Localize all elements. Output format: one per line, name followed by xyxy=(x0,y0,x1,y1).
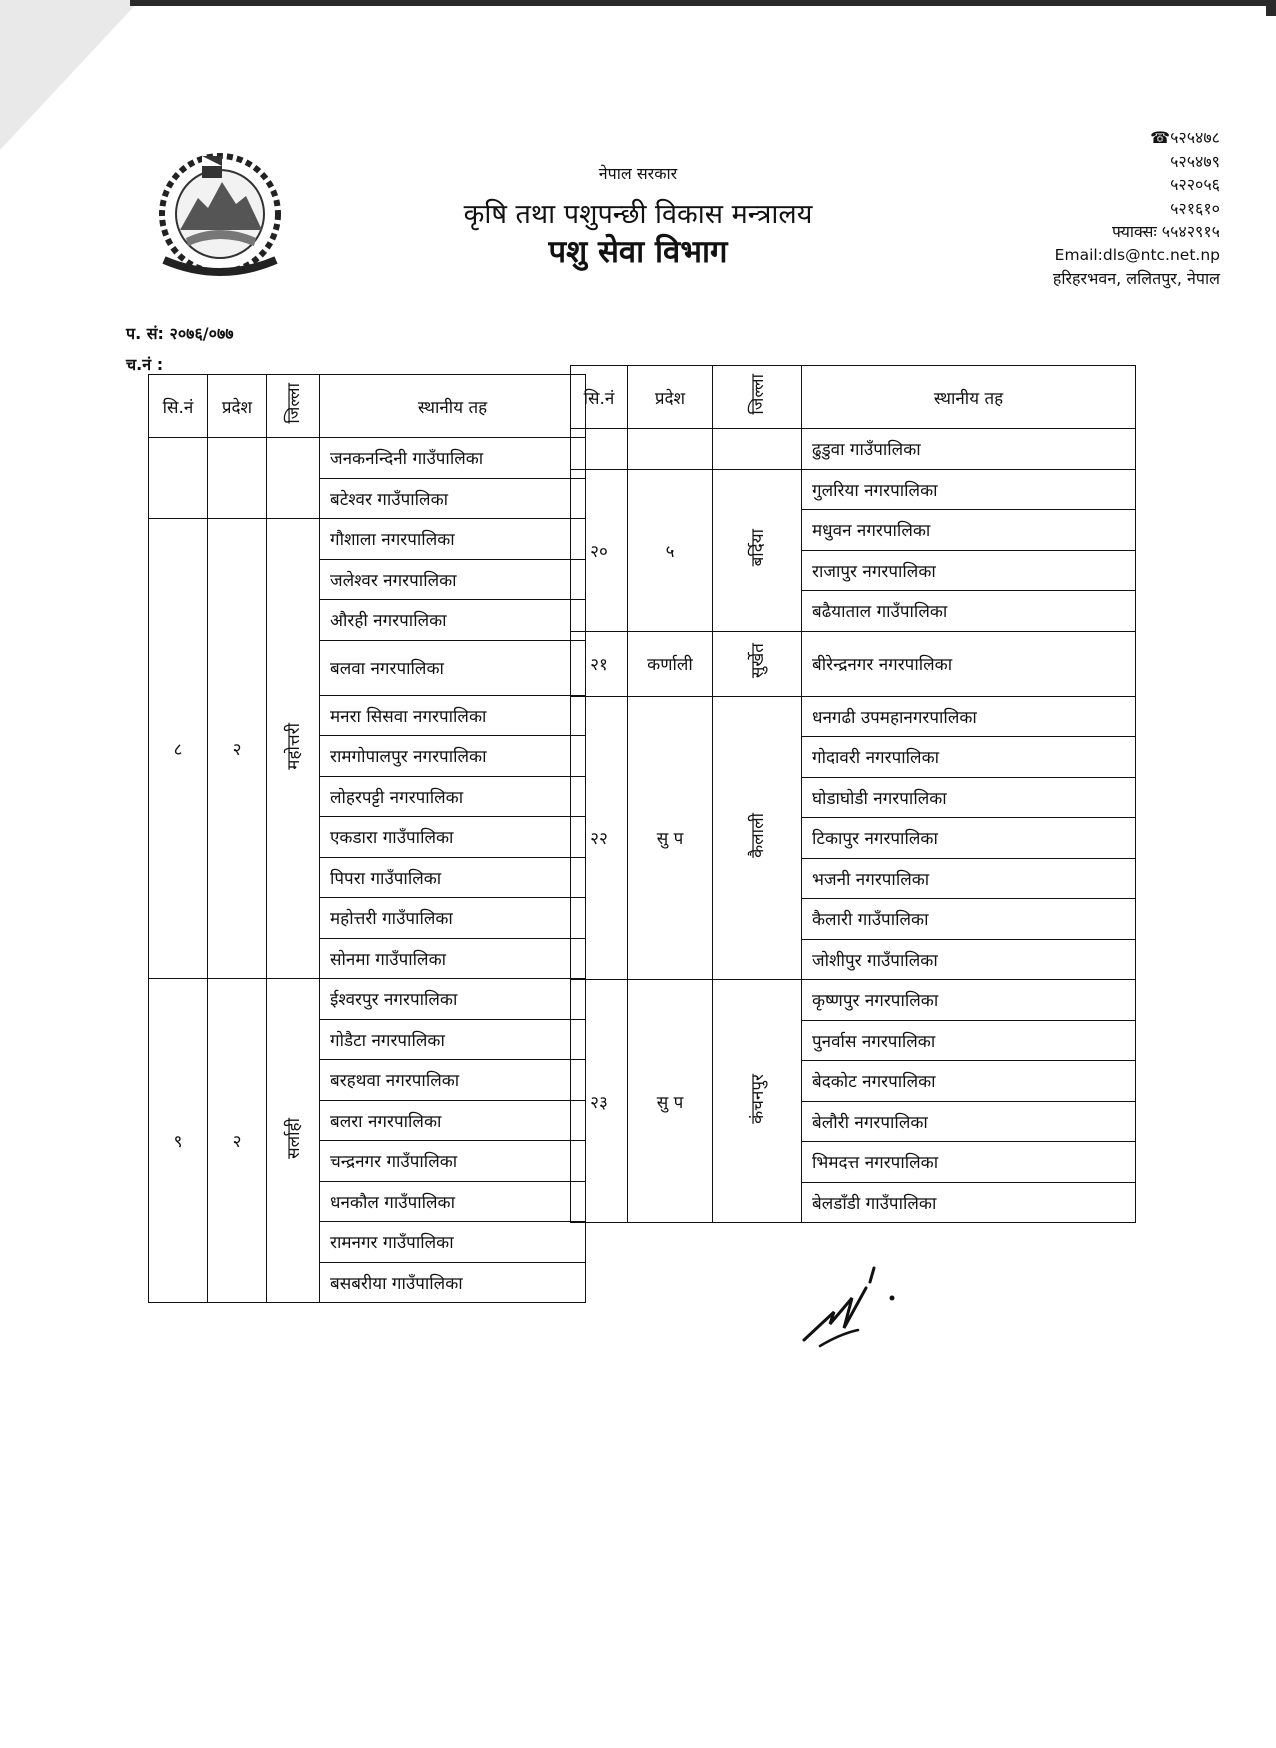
local-level-cell: मनरा सिसवा नगरपालिका xyxy=(320,695,586,736)
table-row xyxy=(571,696,1136,737)
local-level-cell: राजापुर नगरपालिका xyxy=(802,550,1136,591)
scan-top-edge xyxy=(130,0,1276,6)
local-level-cell: गोडैटा नगरपालिका xyxy=(320,1019,586,1060)
province-cell: २ xyxy=(208,979,267,1303)
local-level-cell: पिपरा गाउँपालिका xyxy=(320,857,586,898)
district-cell xyxy=(267,519,320,979)
local-level-cell: बसबरीया गाउँपालिका xyxy=(320,1262,586,1303)
left-municipality-table xyxy=(148,374,586,1303)
serial-cell: २१ xyxy=(571,631,628,696)
local-level-cell: गोदावरी नगरपालिका xyxy=(802,737,1136,778)
table-row xyxy=(571,429,1136,470)
district-cell xyxy=(267,979,320,1303)
local-level-cell: महोत्तरी गाउँपालिका xyxy=(320,898,586,939)
local-level-cell: सोनमा गाउँपालिका xyxy=(320,938,586,979)
local-level-cell: बेदकोट नगरपालिका xyxy=(802,1061,1136,1102)
local-level-cell: बेलडाँडी गाउँपालिका xyxy=(802,1182,1136,1223)
government-name: नेपाल सरकार xyxy=(598,164,678,183)
local-level-cell: रामनगर गाउँपालिका xyxy=(320,1222,586,1263)
col-province: प्रदेश xyxy=(208,375,267,438)
table-row xyxy=(149,438,586,479)
ministry-name: कृषि तथा पशुपन्छी विकास मन्त्रालय xyxy=(463,199,813,230)
district-cell xyxy=(713,469,802,631)
local-level-cell: बढैयाताल गाउँपालिका xyxy=(802,591,1136,632)
local-level-cell: मधुवन नगरपालिका xyxy=(802,510,1136,551)
local-level-cell: गुलरिया नगरपालिका xyxy=(802,469,1136,510)
office-address: हरिहरभवन, ललितपुर, नेपाल xyxy=(1052,269,1220,288)
local-level-cell: बलवा नगरपालिका xyxy=(320,640,586,695)
local-level-cell: बटेश्वर गाउँपालिका xyxy=(320,478,586,519)
serial-cell: २३ xyxy=(571,980,628,1223)
col-local-level: स्थानीय तह xyxy=(802,366,1136,429)
local-level-cell: धनगढी उपमहानगरपालिका xyxy=(802,696,1136,737)
page-corner-fold xyxy=(0,0,140,150)
district-label: बर्दिया xyxy=(747,528,768,567)
district-label: कैलाली xyxy=(747,812,768,858)
local-level-cell: औरही नगरपालिका xyxy=(320,600,586,641)
contact-block xyxy=(1053,126,1220,291)
phone-number: ५२५४७९ xyxy=(1170,151,1220,171)
district-label: सर्लाही xyxy=(283,1117,304,1159)
local-level-cell: कैलारी गाउँपालिका xyxy=(802,899,1136,940)
serial-cell: ९ xyxy=(149,979,208,1303)
table-header-row xyxy=(149,375,586,438)
table-header-row xyxy=(571,366,1136,429)
right-municipality-table xyxy=(570,365,1136,1223)
serial-cell: ८ xyxy=(149,519,208,979)
local-level-cell: जलेश्वर नगरपालिका xyxy=(320,559,586,600)
local-level-cell: बेलौरी नगरपालिका xyxy=(802,1101,1136,1142)
reference-number: प. सं: २०७६/०७७ xyxy=(126,324,234,343)
signature-icon xyxy=(800,1258,910,1348)
province-cell: सु प xyxy=(628,696,713,980)
district-label: कंचनपुर xyxy=(747,1073,768,1124)
col-district xyxy=(713,366,802,429)
table-row xyxy=(149,519,586,560)
district-cell xyxy=(267,438,320,519)
table-row xyxy=(571,469,1136,510)
local-level-cell: ढुडुवा गाउँपालिका xyxy=(802,429,1136,470)
email-address: Email:dls@ntc.net.np xyxy=(1054,245,1220,264)
col-local-level: स्थानीय तह xyxy=(320,375,586,438)
phone-number: ५२२०५६ xyxy=(1170,175,1220,194)
local-level-cell: टिकापुर नगरपालिका xyxy=(802,818,1136,859)
local-level-cell: पुनर्वास नगरपालिका xyxy=(802,1020,1136,1061)
fax-number: फ्याक्सः ५५४२९१५ xyxy=(1111,222,1220,241)
serial-cell xyxy=(149,438,208,519)
province-cell: सु प xyxy=(628,980,713,1223)
local-level-cell: भिमदत्त नगरपालिका xyxy=(802,1142,1136,1183)
province-cell xyxy=(628,429,713,470)
serial-cell xyxy=(571,429,628,470)
col-province: प्रदेश xyxy=(628,366,713,429)
serial-cell: २२ xyxy=(571,696,628,980)
local-level-cell: बरहथवा नगरपालिका xyxy=(320,1060,586,1101)
district-cell xyxy=(713,696,802,980)
local-level-cell: भजनी नगरपालिका xyxy=(802,858,1136,899)
col-serial: सि.नं xyxy=(571,366,628,429)
province-cell: २ xyxy=(208,519,267,979)
dispatch-number: च.नं : xyxy=(126,355,164,374)
local-level-cell: गौशाला नगरपालिका xyxy=(320,519,586,560)
local-level-cell: एकडारा गाउँपालिका xyxy=(320,817,586,858)
table-row xyxy=(571,980,1136,1021)
scan-right-edge xyxy=(1266,0,1276,16)
col-district xyxy=(267,375,320,438)
local-level-cell: बलरा नगरपालिका xyxy=(320,1100,586,1141)
local-level-cell: ईश्वरपुर नगरपालिका xyxy=(320,979,586,1020)
local-level-cell: बीरेन्द्रनगर नगरपालिका xyxy=(802,631,1136,696)
province-cell: कर्णाली xyxy=(628,631,713,696)
phone-number: ☎५२५४७८ xyxy=(1150,128,1220,147)
table-row xyxy=(571,631,1136,696)
serial-cell: २० xyxy=(571,469,628,631)
local-level-cell: रामगोपालपुर नगरपालिका xyxy=(320,736,586,777)
local-level-cell: जोशीपुर गाउँपालिका xyxy=(802,939,1136,980)
col-serial: सि.नं xyxy=(149,375,208,438)
province-cell xyxy=(208,438,267,519)
district-label: सुर्खेत xyxy=(747,643,768,679)
department-name: पशु सेवा विभाग xyxy=(548,234,728,270)
district-cell xyxy=(713,429,802,470)
local-level-cell: चन्द्रनगर गाउँपालिका xyxy=(320,1141,586,1182)
district-cell xyxy=(713,631,802,696)
province-cell: ५ xyxy=(628,469,713,631)
local-level-cell: लोहरपट्टी नगरपालिका xyxy=(320,776,586,817)
col-district-label: जिल्ला xyxy=(283,383,304,424)
local-level-cell: घोडाघोडी नगरपालिका xyxy=(802,777,1136,818)
phone-number: ५२१६१० xyxy=(1170,198,1220,218)
district-cell xyxy=(713,980,802,1223)
table-row xyxy=(149,979,586,1020)
col-district-label: जिल्ला xyxy=(747,374,768,415)
local-level-cell: कृष्णपुर नगरपालिका xyxy=(802,980,1136,1021)
local-level-cell: धनकौल गाउँपालिका xyxy=(320,1181,586,1222)
district-label: महोत्तरी xyxy=(283,722,304,770)
local-level-cell: जनकनन्दिनी गाउँपालिका xyxy=(320,438,586,479)
